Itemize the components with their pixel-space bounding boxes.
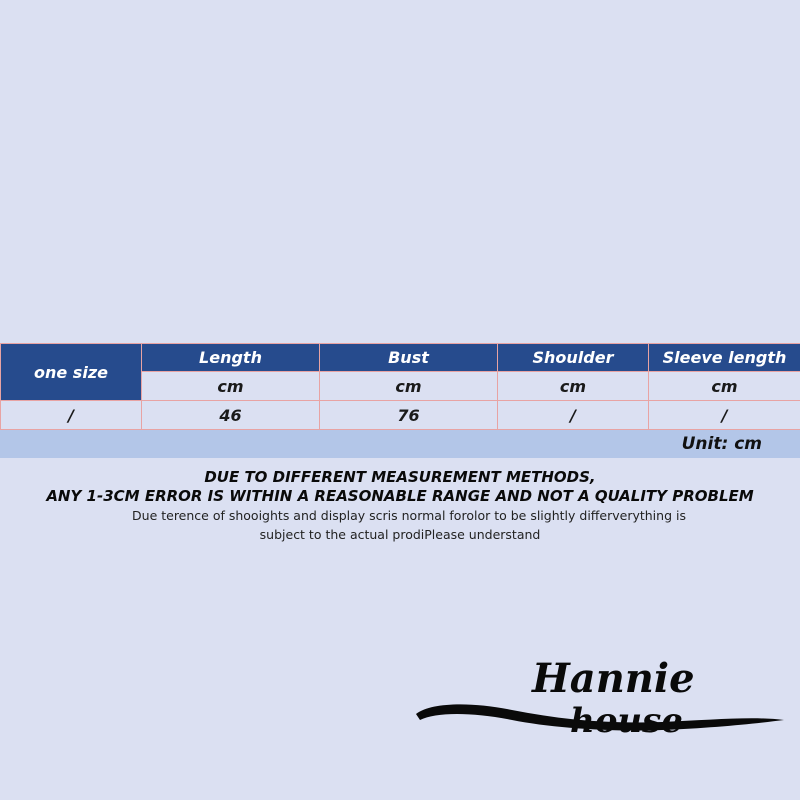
value-sleeve-length: /	[649, 401, 800, 430]
values-row	[1, 401, 800, 430]
col-header-length: Length	[142, 344, 320, 372]
unit-bar	[0, 430, 800, 458]
value-shoulder: /	[498, 401, 649, 430]
notice-line-3: Due terence of shooights and display scris normal forolor to be slightly differverything is	[132, 508, 686, 523]
unit-cell-shoulder: cm	[498, 372, 649, 401]
logo-text-line-2: house	[570, 701, 683, 741]
notice-line-1: DUE TO DIFFERENT MEASUREMENT METHODS,	[204, 468, 596, 486]
col-header-bust: Bust	[320, 344, 498, 372]
size-chart-table	[0, 343, 800, 430]
unit-cell-length: cm	[142, 372, 320, 401]
size-header-cell: one size	[1, 344, 142, 401]
logo-text-line-1: Hannie	[532, 655, 695, 702]
col-header-shoulder: Shoulder	[498, 344, 649, 372]
header-row	[1, 344, 800, 372]
value-length: 46	[142, 401, 320, 430]
unit-cell-bust: cm	[320, 372, 498, 401]
notice-line-2: ANY 1-3CM ERROR IS WITHIN A REASONABLE RANGE AND NOT A QUALITY PROBLEM	[46, 487, 754, 505]
measurement-notice	[0, 468, 800, 544]
brand-logo	[412, 650, 792, 750]
unit-cell-sleeve-length: cm	[649, 372, 800, 401]
value-bust: 76	[320, 401, 498, 430]
unit-note: Unit: cm	[681, 434, 762, 454]
notice-line-4: subject to the actual prodiPlease understand	[259, 527, 541, 542]
row-size-cell: /	[1, 401, 142, 430]
col-header-sleeve-length: Sleeve length	[649, 344, 800, 372]
